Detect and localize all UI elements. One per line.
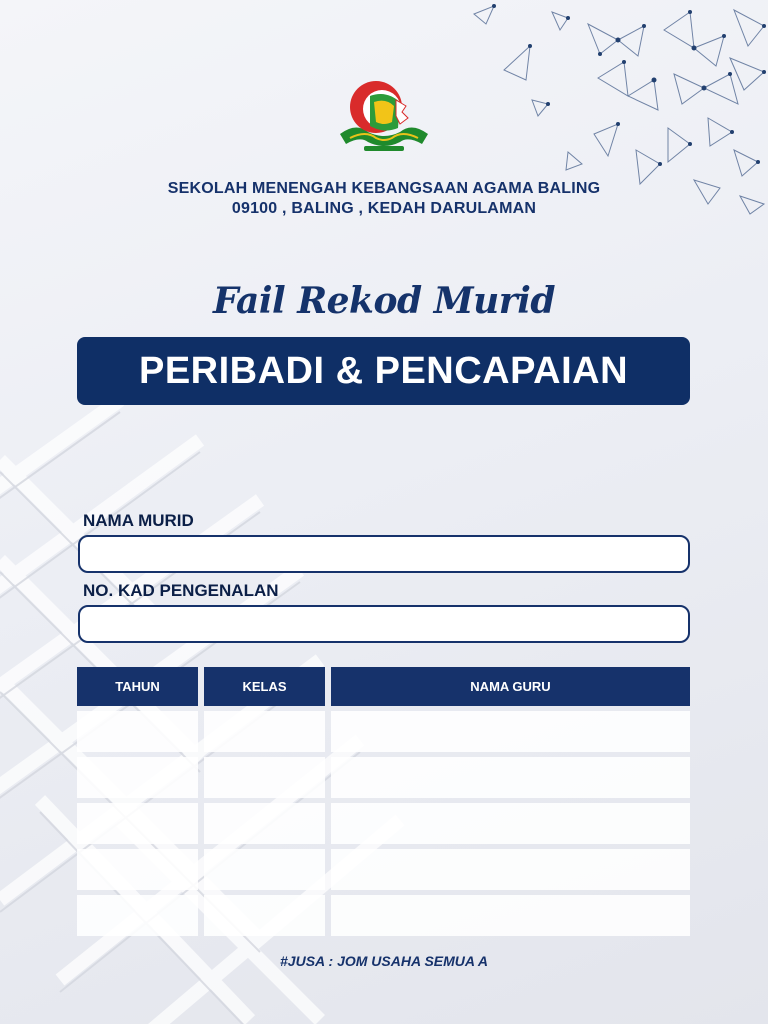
table-cell[interactable] <box>331 895 690 936</box>
table-cell[interactable] <box>204 895 325 936</box>
student-name-label: NAMA MURID <box>83 511 194 530</box>
school-name: SEKOLAH MENENGAH KEBANGSAAN AGAMA BALING <box>167 180 601 197</box>
ic-number-field[interactable] <box>78 605 690 643</box>
header-tahun: TAHUN <box>77 667 198 706</box>
table-cell[interactable] <box>331 803 690 844</box>
table-cell[interactable] <box>331 849 690 890</box>
ic-number-label: NO. KAD PENGENALAN <box>83 581 279 600</box>
title-banner: PERIBADI & PENCAPAIAN <box>77 337 690 405</box>
table-cell[interactable] <box>77 711 198 752</box>
student-name-field[interactable] <box>78 535 690 573</box>
table-cell[interactable] <box>77 849 198 890</box>
table-cell[interactable] <box>77 895 198 936</box>
table-cell[interactable] <box>331 757 690 798</box>
header-nama-guru: NAMA GURU <box>331 667 690 706</box>
header-kelas: KELAS <box>204 667 325 706</box>
school-crest-logo <box>336 72 432 158</box>
table-cell[interactable] <box>204 849 325 890</box>
document-title: Fail Rekod Murid <box>212 280 556 322</box>
table-cell[interactable] <box>204 711 325 752</box>
school-address: 09100 , BALING , KEDAH DARULAMAN <box>231 200 537 217</box>
table-cell[interactable] <box>204 803 325 844</box>
footer-motto: #JUSA : JOM USAHA SEMUA A <box>280 953 488 969</box>
school-header <box>0 179 768 219</box>
table-cell[interactable] <box>77 757 198 798</box>
table-cell[interactable] <box>331 711 690 752</box>
table-cell[interactable] <box>77 803 198 844</box>
table-cell[interactable] <box>204 757 325 798</box>
